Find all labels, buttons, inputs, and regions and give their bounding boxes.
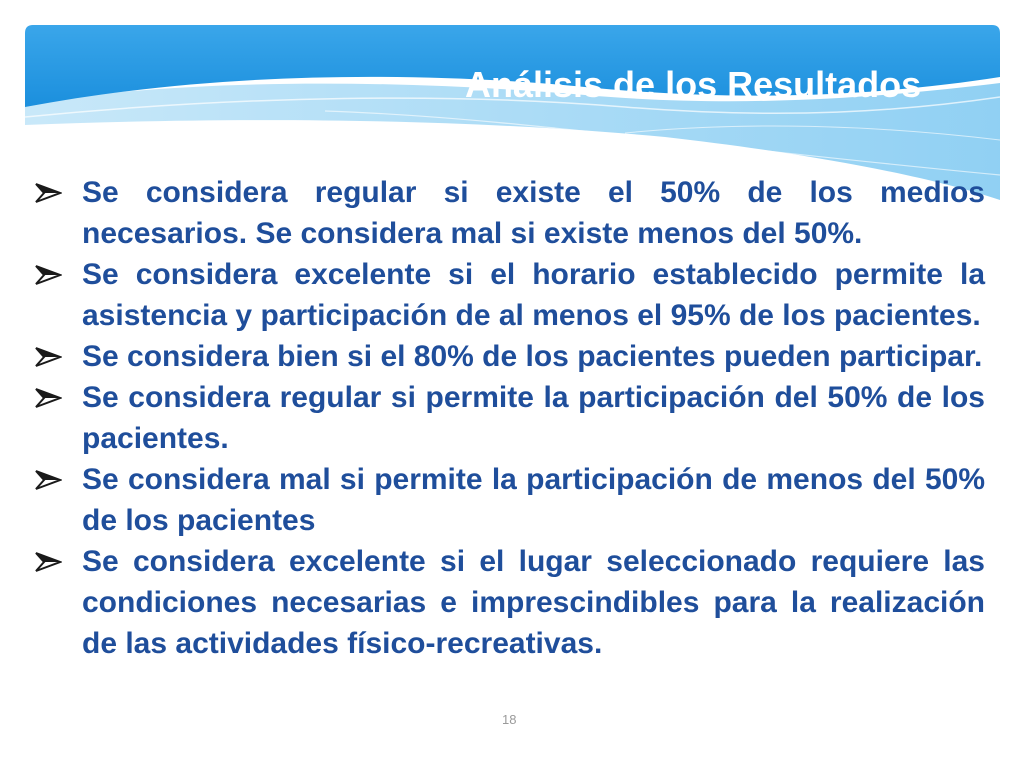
list-item	[30, 336, 985, 377]
list-item	[30, 254, 985, 336]
list-item-text: Se considera bien si el 80% de los pacientes pueden participar.	[82, 340, 983, 373]
bullet-list	[30, 172, 985, 664]
list-item-text: Se considera mal si permite la participación de menos del 50% de los pacientes	[82, 463, 985, 537]
list-item-text: Se considera regular si existe el 50% de los medios necesarios. Se considera mal si existe menos del 50%.	[82, 176, 985, 250]
list-item	[30, 459, 985, 541]
slide-title: Análisis de los Resultados	[465, 64, 922, 105]
list-item-text: Se considera excelente si el lugar seleccionado requiere las condiciones necesarias e imprescindibles para la realización de las actividades físico-recreativas.	[82, 545, 985, 660]
list-item	[30, 541, 985, 664]
arrowhead-bullet-icon	[30, 541, 82, 582]
list-item-text: Se considera excelente si el horario establecido permite la asistencia y participación de al menos el 95% de los pacientes.	[82, 258, 985, 332]
arrowhead-bullet-icon	[30, 172, 82, 213]
list-item-text: Se considera regular si permite la participación del 50% de los pacientes.	[82, 381, 985, 455]
list-item	[30, 377, 985, 459]
arrowhead-bullet-icon	[30, 377, 82, 418]
arrowhead-bullet-icon	[30, 459, 82, 500]
list-item	[30, 172, 985, 254]
page-number: 18	[502, 712, 517, 727]
arrowhead-bullet-icon	[30, 336, 82, 377]
arrowhead-bullet-icon	[30, 254, 82, 295]
